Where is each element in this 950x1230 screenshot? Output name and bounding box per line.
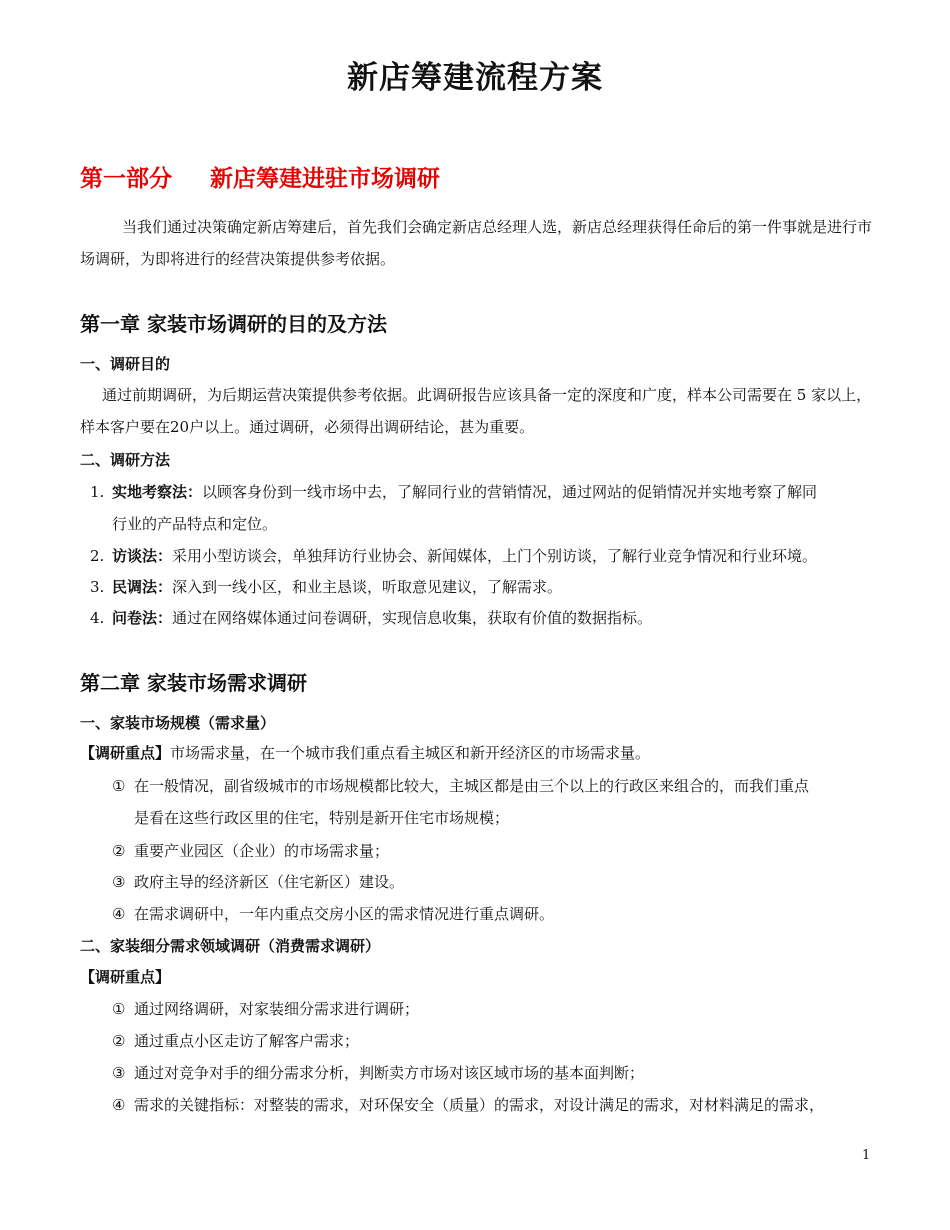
method-item-text: 通过在网络媒体通过问卷调研，实现信息收集，获取有价值的数据指标。 [172, 609, 653, 627]
ch1-section-1-heading: 一、调研目的 [80, 355, 171, 373]
scale-item-number: ② [112, 842, 126, 860]
chapter-1-title: 第一章 家装市场调研的目的及方法 [80, 312, 387, 336]
method-item-2 [90, 545, 817, 566]
method-item-4 [90, 607, 652, 628]
demand-item-1 [112, 998, 419, 1019]
demand-item-text: 需求的关键指标：对整装的需求，对环保安全（质量）的需求，对设计满足的需求，对材料满足的需求， [134, 1096, 825, 1114]
focus-text: 市场需求量，在一个城市我们重点看主城区和新开经济区的市场需求量。 [170, 744, 651, 762]
scale-item-1 [112, 775, 809, 796]
scale-item-text: 政府主导的经济新区（住宅新区）建设。 [134, 873, 405, 891]
scale-item-3 [112, 871, 404, 892]
focus-label: 【调研重点】 [80, 744, 171, 762]
scale-item-text: 在一般情况，副省级城市的市场规模都比较大，主城区都是由三个以上的行政区来组合的，而我们重点 [134, 777, 810, 795]
scale-item-1-continuation: 是看在这些行政区里的住宅，特别是新开住宅市场规模； [134, 809, 510, 827]
method-item-1-continuation: 行业的产品特点和定位。 [112, 515, 278, 533]
method-item-text: 深入到一线小区，和业主恳谈，听取意见建议，了解需求。 [172, 578, 563, 596]
method-item-text: 采用小型访谈会，单独拜访行业协会、新闻媒体，上门个别访谈，了解行业竞争情况和行业环境。 [172, 547, 818, 565]
scale-item-number: ④ [112, 905, 126, 923]
method-item-number: 1. [90, 483, 105, 501]
ch1-section-2-heading: 二、调研方法 [80, 451, 171, 469]
method-item-text: 以顾客身份到一线市场中去，了解同行业的营销情况，通过网站的促销情况并实地考察了解同 [202, 483, 818, 501]
method-item-1 [90, 481, 817, 502]
method-item-term: 访谈法： [112, 547, 173, 565]
demand-item-text: 通过网络调研，对家装细分需求进行调研； [134, 1000, 420, 1018]
method-item-number: 2. [90, 547, 105, 565]
ch2-section-2-heading: 二、家装细分需求领域调研（消费需求调研） [80, 937, 381, 955]
method-item-number: 4. [90, 609, 105, 627]
ch2-section-1-focus [80, 742, 650, 763]
demand-item-2 [112, 1030, 359, 1051]
demand-item-number: ④ [112, 1096, 126, 1114]
part-title: 新店筹建进驻市场调研 [210, 165, 440, 192]
demand-item-text: 通过重点小区走访了解客户需求； [134, 1032, 360, 1050]
scale-item-number: ① [112, 777, 126, 795]
scale-item-4 [112, 903, 554, 924]
method-item-term: 民调法： [112, 578, 173, 596]
part-label: 第一部分 [80, 165, 172, 192]
demand-item-3 [112, 1062, 644, 1083]
intro-paragraph: 当我们通过决策确定新店筹建后，首先我们会确定新店总经理人选，新店总经理获得任命后的第一件事就是进行市场调研，为即将进行的经营决策提供参考依据。 [80, 218, 873, 268]
scale-item-text: 在需求调研中，一年内重点交房小区的需求情况进行重点调研。 [134, 905, 555, 923]
method-item-3 [90, 576, 562, 597]
ch2-section-1-heading: 一、家装市场规模（需求量） [80, 714, 276, 732]
document-title: 新店筹建流程方案 [347, 60, 603, 96]
part-heading [80, 160, 440, 193]
demand-item-number: ① [112, 1000, 126, 1018]
demand-item-number: ② [112, 1032, 126, 1050]
method-item-term: 问卷法： [112, 609, 173, 627]
focus-label: 【调研重点】 [80, 968, 171, 986]
scale-item-2 [112, 840, 389, 861]
demand-item-number: ③ [112, 1064, 126, 1082]
method-item-term: 实地考察法： [112, 483, 203, 501]
demand-item-text: 通过对竞争对手的细分需求分析，判断卖方市场对该区域市场的基本面判断； [134, 1064, 645, 1082]
ch2-section-2-focus [80, 966, 170, 987]
demand-item-4 [112, 1094, 824, 1115]
chapter-2-title: 第二章 家装市场需求调研 [80, 671, 307, 695]
scale-item-number: ③ [112, 873, 126, 891]
method-item-number: 3. [90, 578, 105, 596]
ch1-section-1-text: 通过前期调研，为后期运营决策提供参考依据。此调研报告应该具备一定的深度和广度，样本公司需要在 5 家以上，样本客户要在20户以上。通过调研，必须得出调研结论，甚为重要。 [80, 386, 872, 436]
scale-item-text: 重要产业园区（企业）的市场需求量； [134, 842, 390, 860]
page-number: 1 [862, 1148, 871, 1163]
